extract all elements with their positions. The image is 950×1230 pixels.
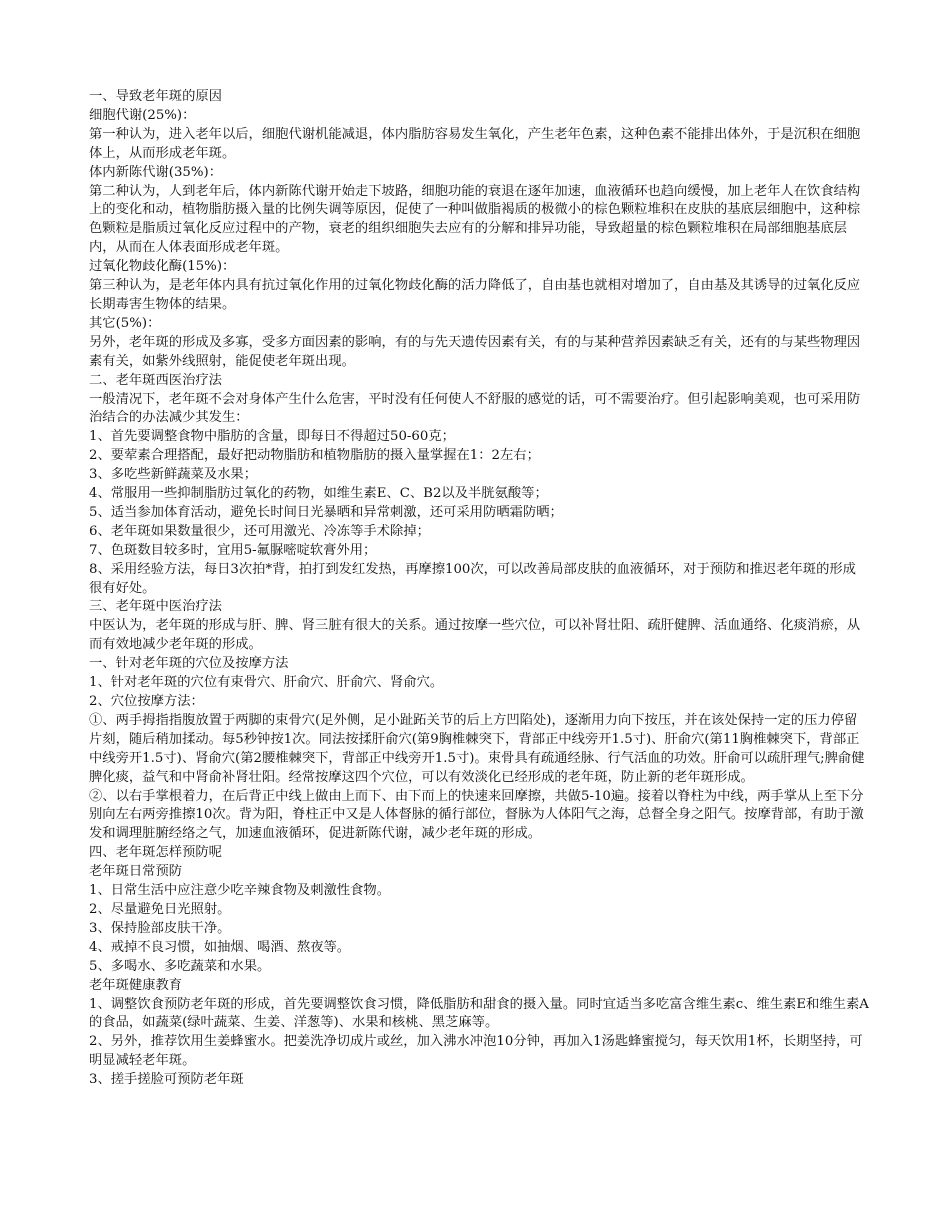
list-item: 1、首先要调整食物中脂肪的含量，即每日不得超过50-60克；	[89, 429, 455, 445]
list-item: 2、要荤素合理搭配，最好把动物脂肪和植物脂肪的摄入量掌握在1：2左右；	[89, 448, 540, 464]
document-body	[89, 88, 869, 1090]
list-item: 4、常服用一些抑制脂肪过氧化的药物，如维生素E、C、B2以及半胱氨酸等；	[89, 486, 548, 502]
list-item: 1、日常生活中应注意少吃辛辣食物及刺激性食物。	[89, 883, 390, 899]
paragraph-tcm-intro: 中医认为，老年斑的形成与肝、脾、肾三脏有很大的关系。通过按摩一些穴位，可以补肾壮阳、疏肝健脾、活血通络、化痰消瘀，从而有效地减少老年斑的形成。	[89, 618, 861, 653]
subheading-sod: 过氧化物歧化酶(15%)：	[89, 259, 236, 275]
paragraph-other: 另外，老年斑的形成及多寡，受多方面因素的影响，有的与先天遗传因素有关，有的与某种营养因素缺乏有关，还有的与某些物理因素有关，如紫外线照射，能促使老年斑出现。	[89, 334, 861, 369]
subheading-cell-metabolism: 细胞代谢(25%)：	[89, 107, 196, 123]
subheading-daily-prevention: 老年斑日常预防	[89, 864, 183, 880]
list-item: 6、老年斑如果数量很少，还可用激光、冷冻等手术除掉；	[89, 523, 430, 539]
list-item: 2、另外，推荐饮用生姜蜂蜜水。把姜洗净切成片或丝，加入沸水冲泡10分钟，再加入1汤匙蜂蜜搅匀，每天饮用1杯，长期坚持，可明显减轻老年斑。	[89, 1034, 863, 1069]
list-item: 3、搓手搓脸可预防老年斑	[89, 1072, 244, 1088]
paragraph-theory-2: 第二种认为，人到老年后，体内新陈代谢开始走下坡路，细胞功能的衰退在逐年加速，血液循环也趋向缓慢，加上老年人在饮食结构上的变化和动，植物脂肪摄入量的比例失调等原因，促使了一种叫做脂褐质的极微小的棕色颗粒堆积在皮肤的基底层细胞中，这种棕色颗粒是脂质过氧化反应过程中的产物，衰老的组织细胞失去应有的分解和排异功能，导致超量的棕色颗粒堆积在局部细胞基底层内，从而在人体表面形成老年斑。	[89, 183, 861, 256]
list-item: 7、色斑数目较多时，宜用5-氟脲嘧啶软膏外用；	[89, 542, 377, 558]
paragraph-western-intro: 一般清况下，老年斑不会对身体产生什么危害，平时没有任何使人不舒服的感觉的话，可不需要治疗。但引起影响美观，也可采用防治结合的办法减少其发生：	[89, 391, 861, 426]
list-item: 1、针对老年斑的穴位有束骨穴、肝俞穴、肝俞穴、肾俞穴。	[89, 675, 444, 691]
list-item: 8、采用经验方法，每日3次拍*背，拍打到发红发热，再摩擦100次，可以改善局部皮肤的血液循环，对于预防和推迟老年斑的形成很有好处。	[89, 561, 856, 596]
list-item: 2、尽量避免日光照射。	[89, 901, 231, 917]
heading-tcm-treatment: 三、老年斑中医治疗法	[89, 599, 222, 615]
paragraph-massage-1: ①、两手拇指指腹放置于两脚的束骨穴(足外侧，足小趾跖关节的后上方凹陷处)，逐渐用力向下按压，并在该处保持一定的压力停留片刻，随后稍加揉动。每5秒钟按1次。同法按揉肝俞穴(第9胸椎棘突下，背部正中线旁开1.5寸)、肝俞穴(第11胸椎棘突下，背部正中线旁开1.5寸)、肾俞穴(第2腰椎棘突下，背部正中线旁开1.5寸)。束骨具有疏通经脉、行气活血的功效。肝俞可以疏肝理气;脾俞健脾化痰，益气和中肾俞补肾壮阳。经常按摩这四个穴位，可以有效淡化已经形成的老年斑，防止新的老年斑形成。	[89, 712, 865, 785]
subheading-other: 其它(5%)：	[89, 315, 161, 331]
heading-prevention: 四、老年斑怎样预防呢	[89, 845, 222, 861]
list-item: 2、穴位按摩方法：	[89, 694, 204, 709]
list-item: 3、保持脸部皮肤干净。	[89, 920, 231, 936]
subheading-metabolism: 体内新陈代谢(35%)：	[89, 164, 223, 180]
list-item: 4、戒掉不良习惯，如抽烟、喝酒、熬夜等。	[89, 939, 351, 955]
heading-western-treatment: 二、老年斑西医治疗法	[89, 372, 222, 388]
paragraph-theory-1: 第一种认为，进入老年以后，细胞代谢机能减退，体内脂肪容易发生氧化，产生老年色素，这种色素不能排出体外，于是沉积在细胞体上，从而形成老年斑。	[89, 126, 861, 161]
heading-causes: 一、导致老年斑的原因	[89, 89, 222, 104]
list-item: 3、多吃些新鲜蔬菜及水果；	[89, 467, 258, 483]
paragraph-theory-3: 第三种认为，是老年体内具有抗过氧化作用的过氧化物歧化酶的活力降低了，自由基也就相对增加了，自由基及其诱导的过氧化反应长期毒害生物体的结果。	[89, 278, 861, 312]
paragraph-massage-2: ②、以右手掌根着力，在后背正中线上做由上而下、由下而上的快速来回摩擦，共做5-10遍。接着以脊柱为中线，两手掌从上至下分别向左右两旁推擦10次。背为阳，脊柱正中又是人体督脉的循行部位，督脉为人体阳气之海，总督全身之阳气。按摩背部，有助于激发和调理脏腑经络之气，加速血液循环，促进新陈代谢，减少老年斑的形成。	[89, 788, 864, 842]
list-item: 5、多喝水、多吃蔬菜和水果。	[89, 958, 271, 974]
list-item: 5、适当参加体育活动，避免长时间日光暴晒和异常刺激，还可采用防晒霜防晒；	[89, 504, 563, 520]
list-item: 1、调整饮食预防老年斑的形成，首先要调整饮食习惯，降低脂肪和甜食的摄入量。同时宜适当多吃富含维生素c、维生素E和维生素A的食品，如蔬菜(绿叶蔬菜、生姜、洋葱等)、水果和核桃、黑芝麻等。	[89, 996, 869, 1031]
subheading-acupoints: 一、针对老年斑的穴位及按摩方法	[89, 656, 289, 672]
subheading-health-education: 老年斑健康教育	[89, 977, 183, 993]
